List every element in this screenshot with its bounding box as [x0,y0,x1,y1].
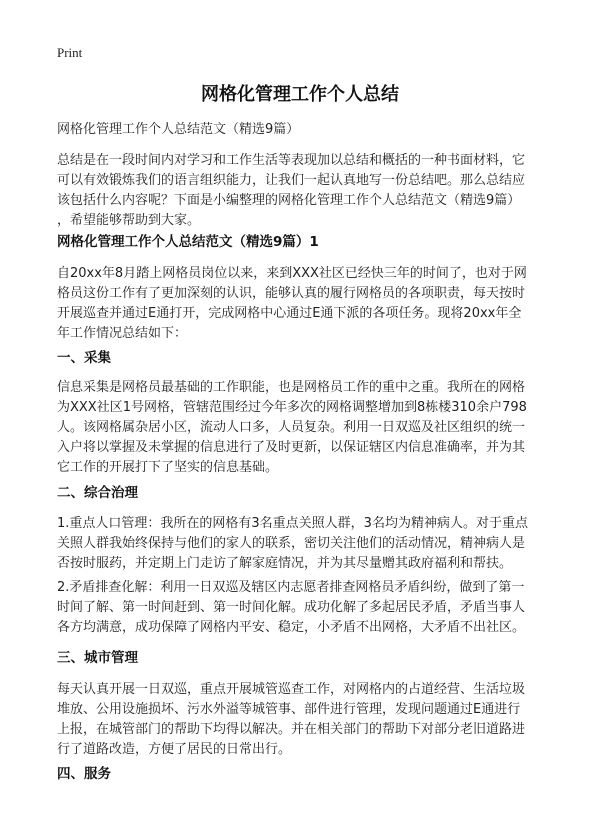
section-heading-city-management: 三、城市管理 [57,650,138,666]
section-heading-service: 四、服务 [57,766,111,782]
paragraph-line: 自20xx年8月踏上网格员岗位以来，来到XXX社区已经快三年的时间了，也对于网 [57,266,527,281]
intro-line: 该包括什么内容呢？下面是小编整理的网格化管理工作个人总结范文（精选9篇） [57,193,521,208]
paragraph-dispute-resolution [57,578,547,638]
paragraph-line: 堆放、公用设施损坏、污水外溢等城管事、部件进行管理，发现问题通过E通进行 [57,702,521,717]
paragraph-city-management [57,680,547,760]
paragraph-overview [57,264,547,344]
paragraph-line: 开展巡查并通过E通打开，完成网格中心通过E通下派的各项任务。现将20xx年全 [57,306,522,321]
section-heading-governance: 二、综合治理 [57,485,138,501]
intro-line: 总结是在一段时间内对学习和工作生活等表现加以总结和概括的一种书面材料，它 [57,153,526,168]
paragraph-line: 入户将以掌握及未掌握的信息进行了及时更新，以保证辖区内信息准确率，并为其 [57,440,526,455]
section-heading-collection: 一、采集 [57,350,111,366]
paragraph-line: 信息采集是网格员最基础的工作职能，也是网格员工作的重中之重。我所在的网格 [57,380,526,395]
paragraph-line: 各方均满意，成功保障了网格内平安、稳定，小矛盾不出网格，大矛盾不出社区。 [57,620,526,635]
paragraph-line: 关照人群我始终保持与他们的家人的联系，密切关注他们的活动情况，精神病人是 [57,536,526,551]
document-subtitle: 网格化管理工作个人总结范文（精选9篇） [57,122,300,137]
paragraph-line: 行了道路改造，方便了居民的日常出行。 [57,742,292,757]
paragraph-line: 它工作的开展打下了坚实的信息基础。 [57,460,279,475]
intro-line: ，希望能够帮助到大家。 [57,213,201,228]
paragraph-line: 1.重点人口管理：我所在的网格有3名重点关照人群，3名均为精神病人。对于重点 [57,516,528,531]
article-heading: 网格化管理工作个人总结范文（精选9篇）1 [57,234,319,250]
intro-line: 可以有效锻炼我们的语言组织能力，让我们一起认真地写一份总结吧。那么总结应 [57,173,526,188]
paragraph-line: 格员这份工作有了更加深刻的认识，能够认真的履行网格员的各项职责，每天按时 [57,286,526,301]
paragraph-line: 2.矛盾排查化解：利用一日双巡及辖区内志愿者排查网格员矛盾纠纷，做到了第一 [57,580,525,595]
paragraph-line: 上报，在城管部门的帮助下均得以解决。并在相关部门的帮助下对部分老旧道路进 [57,722,526,737]
intro-paragraph [57,151,547,231]
print-label[interactable]: Print [57,45,83,60]
paragraph-line: 人。该网格属杂居小区，流动人口多，人员复杂。利用一日双巡及社区组织的统一 [57,420,526,435]
paragraph-line: 为XXX社区1号网格，管辖范围经过今年多次的网格调整增加到8栋楼310余户798 [57,400,527,415]
document-title: 网格化管理工作个人总结 [201,84,399,105]
paragraph-line: 时间了解、第一时间赶到、第一时间化解。成功化解了多起居民矛盾，矛盾当事人 [57,600,526,615]
paragraph-collection [57,378,547,478]
paragraph-line: 每天认真开展一日双巡，重点开展城管巡查工作，对网格内的占道经营、生活垃圾 [57,682,526,697]
paragraph-key-population [57,514,547,574]
paragraph-line: 否按时服药，并定期上门走访了解家庭情况，并为其尽量赠其政府福利和帮扶。 [57,556,513,571]
paragraph-line: 年工作情况总结如下： [57,326,188,341]
